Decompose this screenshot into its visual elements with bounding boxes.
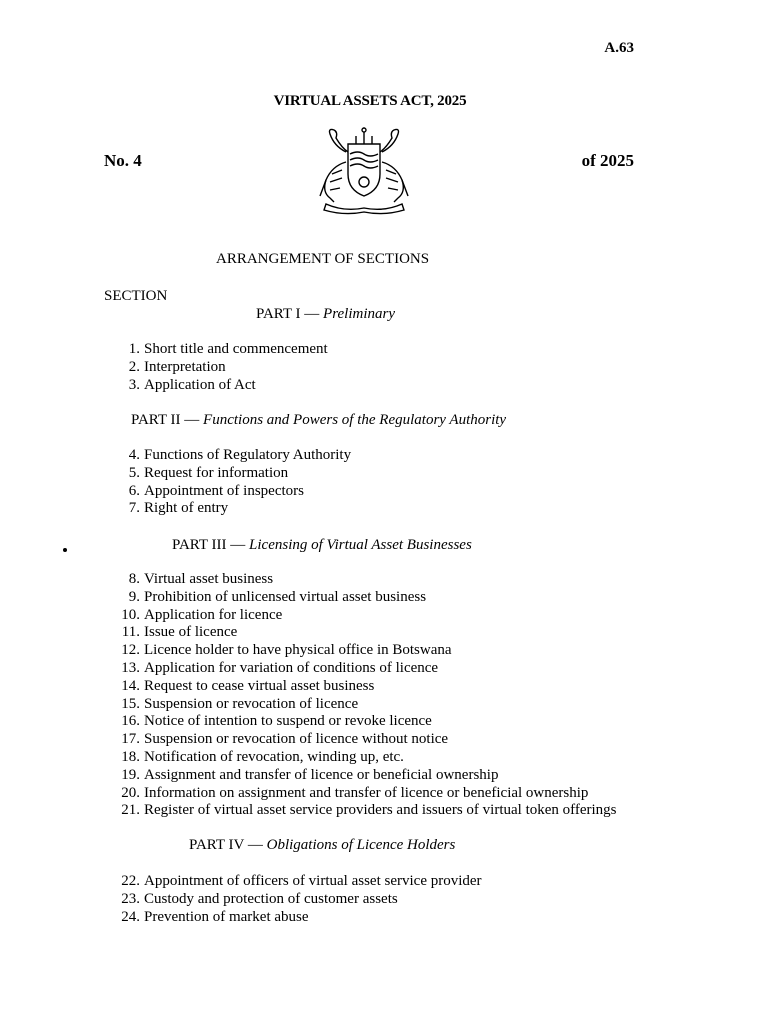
- coat-of-arms-icon: [308, 122, 420, 216]
- list-item: 5. Request for information: [128, 464, 289, 481]
- part-label: PART IV —: [189, 837, 267, 853]
- list-item: 3. Application of Act: [128, 376, 256, 393]
- section-heading: SECTION: [104, 288, 168, 304]
- section-list: [104, 341, 328, 394]
- part-heading: [189, 837, 455, 854]
- list-item: 6. Appointment of inspectors: [128, 482, 304, 499]
- part-title: Obligations of Licence Holders: [266, 837, 456, 853]
- part-label: PART III —: [172, 537, 250, 553]
- list-item: 15. Suspension or revocation of licence: [121, 695, 359, 712]
- part-label: PART I —: [256, 306, 324, 322]
- list-item: 22. Appointment of officers of virtual asset service provider: [121, 873, 482, 889]
- arrangement-heading: ARRANGEMENT OF SECTIONS: [216, 251, 430, 267]
- page-number: A.63: [604, 40, 634, 56]
- list-item: 24. Prevention of market abuse: [121, 908, 309, 925]
- list-item: 9. Prohibition of unlicensed virtual asset business: [128, 588, 427, 605]
- list-item: 18. Notification of revocation, winding up, etc.: [121, 748, 404, 765]
- list-item: 14. Request to cease virtual asset business: [121, 677, 375, 694]
- list-item: 11. Issue of licence: [121, 624, 238, 641]
- list-item: 10. Application for licence: [121, 606, 283, 623]
- part-title: Preliminary: [323, 306, 395, 322]
- part-title: Functions and Powers of the Regulatory Authority: [203, 412, 507, 428]
- part-heading: [131, 412, 506, 429]
- section-list: [104, 571, 617, 820]
- list-item: 21. Register of virtual asset service providers and issuers of virtual token offerings: [121, 802, 617, 819]
- act-title: VIRTUAL ASSETS ACT, 2025: [273, 93, 467, 109]
- section-list: [104, 447, 351, 518]
- list-item: 4. Functions of Regulatory Authority: [128, 447, 352, 463]
- act-year: of 2025: [581, 151, 634, 170]
- list-item: 7. Right of entry: [128, 500, 229, 517]
- list-item: 23. Custody and protection of customer assets: [121, 890, 398, 907]
- list-item: 19. Assignment and transfer of licence or beneficial ownership: [121, 766, 499, 783]
- list-item: 12. Licence holder to have physical office in Botswana: [121, 642, 452, 659]
- list-item: 16. Notice of intention to suspend or revoke licence: [121, 713, 432, 730]
- part-heading: [172, 537, 472, 554]
- part-heading: [256, 306, 395, 323]
- list-item: 2. Interpretation: [128, 358, 226, 375]
- part-title: Licensing of Virtual Asset Businesses: [249, 537, 472, 553]
- list-item: 1. Short title and commencement: [128, 341, 328, 357]
- act-number: No. 4: [104, 151, 142, 170]
- stray-mark: [63, 548, 67, 552]
- list-item: 20. Information on assignment and transfer of licence or beneficial ownership: [121, 784, 589, 801]
- list-item: 8. Virtual asset business: [128, 571, 274, 587]
- list-item: 13. Application for variation of conditions of licence: [121, 659, 439, 676]
- section-list: [104, 873, 482, 926]
- part-label: PART II —: [131, 412, 204, 428]
- list-item: 17. Suspension or revocation of licence without notice: [121, 731, 449, 748]
